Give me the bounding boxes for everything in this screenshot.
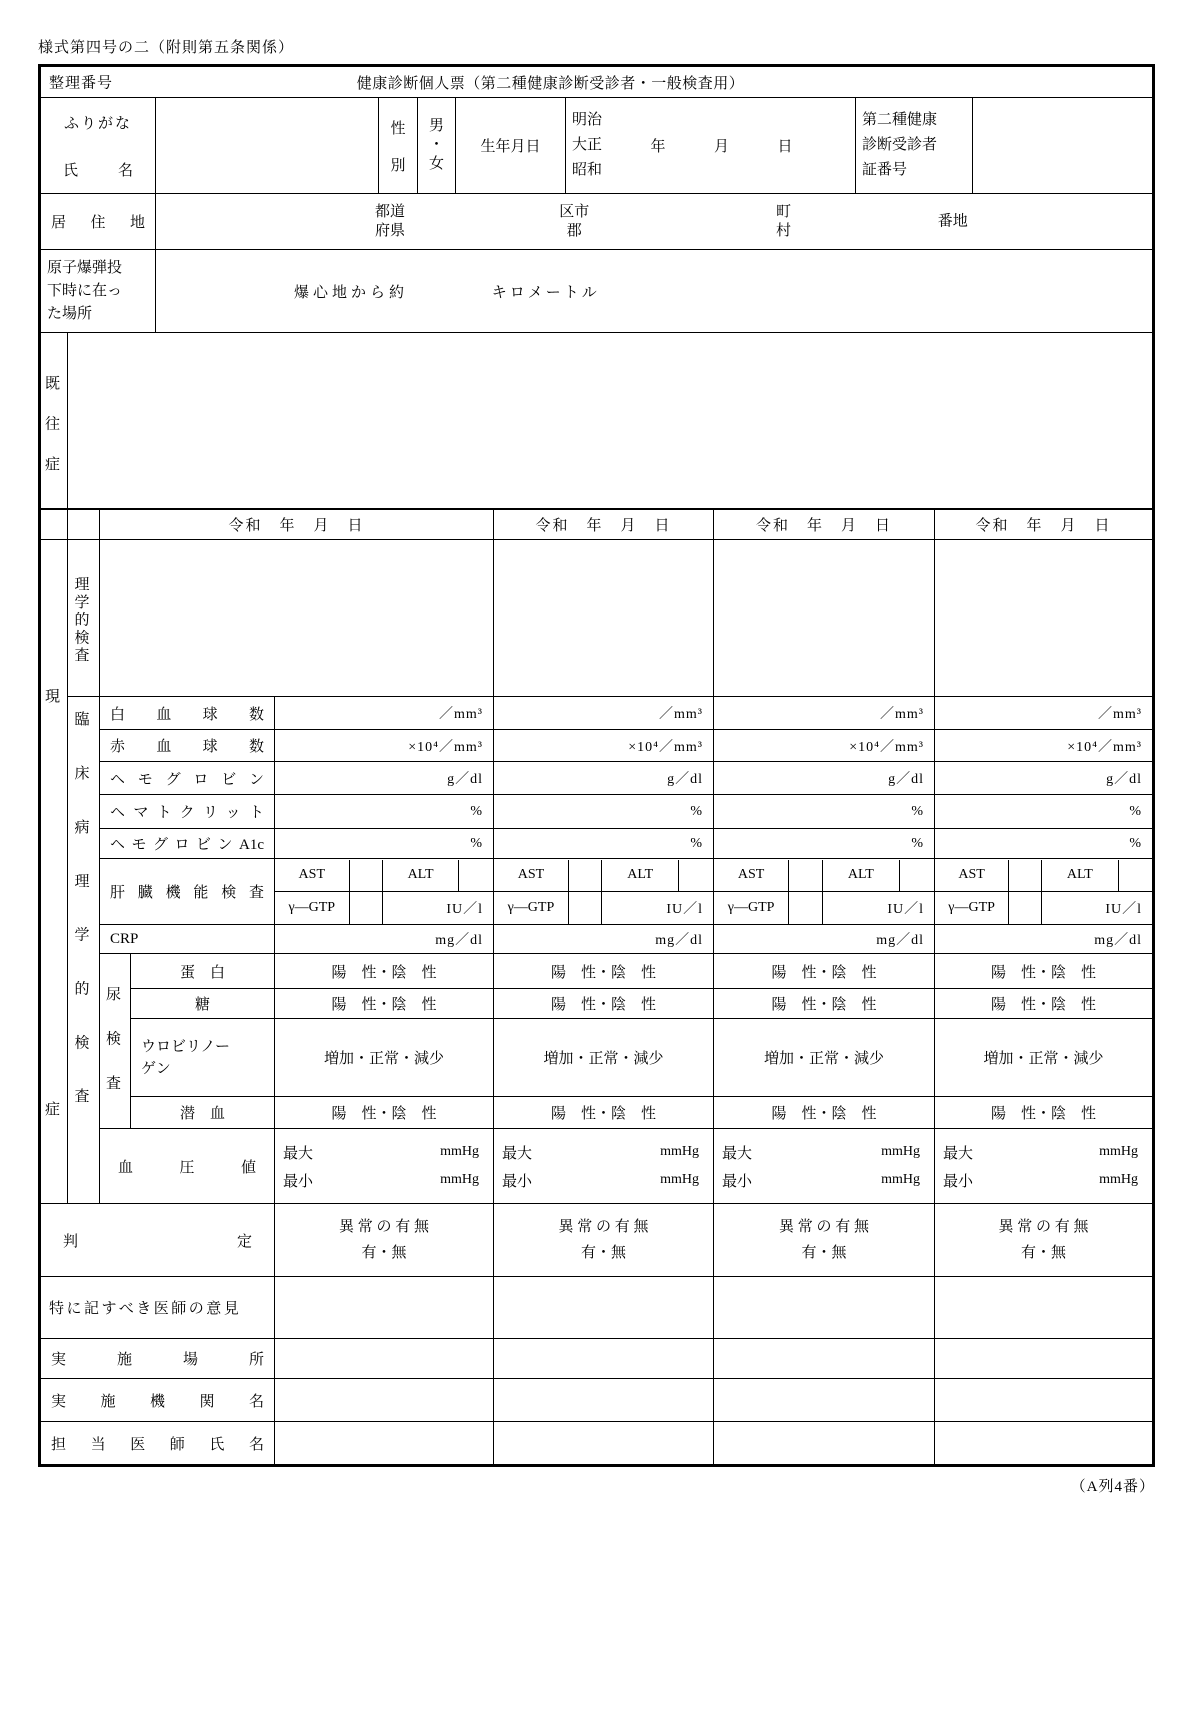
blood-pressure-entry-4: [935, 1129, 1153, 1204]
place-entry-4: [935, 1339, 1153, 1379]
residence-banchi-unit: 番地: [937, 213, 968, 229]
exam-group-header-spacer: [68, 510, 100, 540]
sex-option-dot: ・: [428, 137, 444, 153]
judgment-line1: 異 常 の 有 無: [778, 1219, 869, 1235]
identity-row: [41, 98, 1153, 194]
place-label: 実施場所: [41, 1339, 275, 1379]
kilometer-unit-label: キロメートル: [491, 284, 600, 301]
physical-exam-entry-4: [935, 540, 1153, 697]
occult-blood-value-4: 陽 性・陰 性: [935, 1097, 1153, 1129]
exam-table: [40, 509, 1153, 1465]
alt-value-cell: [1119, 860, 1152, 892]
bomb-location-entry-cell: [156, 250, 1153, 333]
hemoglobin-row: [41, 762, 1153, 795]
doctor-name-entry-3: [714, 1422, 935, 1465]
bp-unit: mmHg: [660, 1144, 699, 1159]
certificate-number-entry-cell: [973, 98, 1153, 194]
rbc-unit-4: ×10⁴／mm³: [935, 730, 1153, 762]
hematocrit-unit-1: %: [275, 795, 494, 829]
crp-unit-3: mg／dl: [714, 925, 935, 954]
hba1c-unit-2: %: [494, 829, 714, 859]
hemoglobin-unit-4: g／dl: [935, 762, 1153, 795]
name-label: 氏名: [63, 162, 133, 179]
urine-sugar-value-2: 陽 性・陰 性: [494, 989, 714, 1019]
ast-value-cell: [1009, 860, 1042, 892]
serial-number-label: 整理番号: [49, 75, 114, 92]
hematocrit-unit-4: %: [935, 795, 1153, 829]
physical-exam-entry-3: [714, 540, 935, 697]
organization-label: 実施機関名: [41, 1379, 275, 1422]
liver-function-entry-1: [275, 859, 494, 925]
rbc-unit-1: ×10⁴／mm³: [275, 730, 494, 762]
ggtp-value-cell: [569, 892, 602, 924]
rbc-unit-2: ×10⁴／mm³: [494, 730, 714, 762]
wbc-unit-3: ／mm³: [714, 697, 935, 730]
liver-function-label: 肝臓機能検査: [100, 859, 275, 925]
wbc-unit-4: ／mm³: [935, 697, 1153, 730]
furigana-label: ふりがな: [63, 115, 132, 132]
physical-exam-row: [41, 540, 1153, 697]
liver-unit: IU／l: [887, 901, 924, 917]
place-entry-2: [494, 1339, 714, 1379]
medical-history-row: [41, 333, 1153, 509]
judgment-value-2: [494, 1204, 714, 1277]
doctor-opinion-entry-3: [714, 1277, 935, 1339]
alt-label: ALT: [383, 860, 460, 892]
judgment-line2: 有・無: [801, 1245, 847, 1261]
judgment-label: 判定: [41, 1204, 275, 1277]
judgment-row: [41, 1204, 1153, 1277]
hypocenter-distance-label: 爆心地から約: [294, 284, 409, 301]
bp-min-label: 最小: [283, 1173, 314, 1190]
bp-unit: mmHg: [1099, 1172, 1138, 1187]
doctor-opinion-label: 特に記すべき医師の意見: [41, 1277, 275, 1339]
ast-label: AST: [494, 860, 569, 892]
exam-date-header-row: [41, 510, 1153, 540]
physical-exam-label-cell: [68, 540, 100, 697]
certificate-number-label-cell: [856, 98, 973, 194]
liver-unit: IU／l: [1105, 901, 1142, 917]
title-cell: [41, 67, 1153, 98]
alt-value-cell: [679, 860, 713, 892]
medical-history-label-cell: [41, 333, 68, 509]
birthdate-entry-cell: [566, 98, 856, 194]
doctor-name-entry-2: [494, 1422, 714, 1465]
place-entry-1: [275, 1339, 494, 1379]
residence-row: [41, 194, 1153, 250]
crp-row: [41, 925, 1153, 954]
bp-max-label: 最大: [283, 1145, 314, 1162]
form-title: 健康診断個人票（第二種健康診断受診者・一般検査用）: [356, 75, 745, 92]
hematocrit-unit-2: %: [494, 795, 714, 829]
hematocrit-row: [41, 795, 1153, 829]
crp-unit-2: mg／dl: [494, 925, 714, 954]
liver-function-row: [41, 859, 1153, 925]
judgment-line2: 有・無: [1020, 1245, 1066, 1261]
organization-entry-3: [714, 1379, 935, 1422]
certificate-label-line1: 第二種健康: [862, 112, 938, 128]
blood-pressure-row: [41, 1129, 1153, 1204]
era-taisho: 大正: [572, 137, 603, 153]
exam-date-header-1: 令和 年 月 日: [100, 510, 494, 540]
bp-unit: mmHg: [440, 1144, 479, 1159]
blood-pressure-entry-3: [714, 1129, 935, 1204]
birth-year-unit: 年: [650, 139, 666, 155]
bp-max-label: 最大: [943, 1145, 974, 1162]
hematocrit-label: ヘマトクリット: [100, 795, 275, 829]
ast-value-cell: [350, 860, 383, 892]
ggtp-value-cell: [789, 892, 822, 924]
present-symptoms-label-cell: [41, 540, 68, 1204]
hematocrit-unit-3: %: [714, 795, 935, 829]
physical-exam-entry-2: [494, 540, 714, 697]
urine-protein-value-3: 陽 性・陰 性: [714, 954, 935, 989]
hba1c-label: ヘモグロビンA1c: [100, 829, 275, 859]
doctor-name-row: [41, 1422, 1153, 1465]
alt-label: ALT: [823, 860, 900, 892]
judgment-value-4: [935, 1204, 1153, 1277]
urobilinogen-value-4: 増加・正常・減少: [935, 1019, 1153, 1097]
wbc-unit-2: ／mm³: [494, 697, 714, 730]
hba1c-unit-3: %: [714, 829, 935, 859]
ggtp-value-cell: [350, 892, 383, 924]
organization-entry-1: [275, 1379, 494, 1422]
urine-protein-label: 蛋 白: [131, 954, 275, 989]
hba1c-unit-1: %: [275, 829, 494, 859]
ast-value-cell: [789, 860, 822, 892]
paper-size-note: （A列4番）: [1070, 1479, 1155, 1495]
birthdate-label-cell: 生年月日: [456, 98, 566, 194]
urine-protein-value-1: 陽 性・陰 性: [275, 954, 494, 989]
present-symptoms-header-spacer: [41, 510, 68, 540]
organization-entry-2: [494, 1379, 714, 1422]
name-entry-cell: [156, 98, 379, 194]
bp-min-label: 最小: [502, 1173, 533, 1190]
sex-label-line1: 性: [390, 120, 406, 137]
blood-pressure-label: 血圧値: [100, 1129, 275, 1204]
crp-label: CRP: [100, 925, 275, 954]
urine-sugar-value-4: 陽 性・陰 性: [935, 989, 1153, 1019]
occult-blood-row: [41, 1097, 1153, 1129]
urine-protein-value-2: 陽 性・陰 性: [494, 954, 714, 989]
hemoglobin-unit-3: g／dl: [714, 762, 935, 795]
urine-sugar-value-1: 陽 性・陰 性: [275, 989, 494, 1019]
bp-unit: mmHg: [1099, 1144, 1138, 1159]
ast-value-cell: [569, 860, 602, 892]
hemoglobin-unit-1: g／dl: [275, 762, 494, 795]
exam-date-header-2: 令和 年 月 日: [494, 510, 714, 540]
ggtp-label: γ―GTP: [275, 892, 350, 924]
place-entry-3: [714, 1339, 935, 1379]
medical-history-entry-cell: [68, 333, 1153, 509]
urobilinogen-value-1: 増加・正常・減少: [275, 1019, 494, 1097]
certificate-label-line2: 診断受診者: [862, 137, 938, 153]
judgment-line2: 有・無: [361, 1245, 407, 1261]
urobilinogen-row: [41, 1019, 1153, 1097]
urobilinogen-label: ウロビリノー ゲン: [131, 1019, 275, 1097]
health-exam-form-sheet: [38, 64, 1155, 1467]
urine-protein-value-4: 陽 性・陰 性: [935, 954, 1153, 989]
organization-entry-4: [935, 1379, 1153, 1422]
bp-min-label: 最小: [722, 1173, 753, 1190]
form-number-note: 様式第四号の二（附則第五条関係）: [38, 40, 295, 56]
wbc-label: 白血球数: [100, 697, 275, 730]
title-row: [41, 67, 1153, 98]
occult-blood-label: 潜 血: [131, 1097, 275, 1129]
organization-row: [41, 1379, 1153, 1422]
residence-entry-cell: [156, 194, 1153, 250]
crp-unit-1: mg／dl: [275, 925, 494, 954]
ggtp-label: γ―GTP: [935, 892, 1009, 924]
urobilinogen-value-2: 増加・正常・減少: [494, 1019, 714, 1097]
ast-label: AST: [275, 860, 350, 892]
occult-blood-value-2: 陽 性・陰 性: [494, 1097, 714, 1129]
hemoglobin-unit-2: g／dl: [494, 762, 714, 795]
residence-prefecture-unit: 都道 府県: [375, 203, 406, 239]
sex-option-female: 女: [428, 156, 444, 172]
bp-min-label: 最小: [943, 1173, 974, 1190]
sex-label-line2: 別: [390, 157, 406, 174]
urobilinogen-value-3: 増加・正常・減少: [714, 1019, 935, 1097]
liver-unit: IU／l: [446, 901, 483, 917]
ast-label: AST: [714, 860, 789, 892]
era-showa: 昭和: [572, 162, 603, 178]
judgment-value-1: [275, 1204, 494, 1277]
urine-test-group-label-cell: [100, 954, 131, 1129]
blood-pressure-entry-2: [494, 1129, 714, 1204]
occult-blood-value-3: 陽 性・陰 性: [714, 1097, 935, 1129]
sex-label-cell: [379, 98, 418, 194]
physical-exam-label: 理学的検査: [72, 576, 89, 662]
judgment-line1: 異 常 の 有 無: [338, 1219, 429, 1235]
bp-unit: mmHg: [660, 1172, 699, 1187]
blood-pressure-entry-1: [275, 1129, 494, 1204]
ast-label: AST: [935, 860, 1009, 892]
bp-unit: mmHg: [881, 1144, 920, 1159]
sex-options-cell: [418, 98, 456, 194]
doctor-name-label: 担当医師氏名: [41, 1422, 275, 1465]
clinical-path-label: 臨床病理学的検査: [72, 711, 89, 1103]
certificate-label-line3: 証番号: [862, 162, 908, 178]
bomb-location-label: 原子爆弾投 下時に在っ た場所: [41, 250, 156, 333]
ggtp-value-cell: [1009, 892, 1042, 924]
hba1c-row: [41, 829, 1153, 859]
urine-protein-row: [41, 954, 1153, 989]
alt-label: ALT: [602, 860, 679, 892]
judgment-line1: 異 常 の 有 無: [558, 1219, 649, 1235]
physical-exam-entry-1: [100, 540, 494, 697]
liver-unit: IU／l: [666, 901, 703, 917]
ggtp-label: γ―GTP: [494, 892, 569, 924]
doctor-opinion-entry-1: [275, 1277, 494, 1339]
wbc-row: [41, 697, 1153, 730]
judgment-line1: 異 常 の 有 無: [998, 1219, 1089, 1235]
medical-history-label: 既往症: [43, 375, 59, 471]
alt-value-cell: [459, 860, 493, 892]
bp-unit: mmHg: [881, 1172, 920, 1187]
rbc-label: 赤血球数: [100, 730, 275, 762]
ggtp-label: γ―GTP: [714, 892, 789, 924]
clinical-path-label-cell: [68, 697, 100, 1204]
urine-sugar-row: [41, 989, 1153, 1019]
doctor-opinion-entry-2: [494, 1277, 714, 1339]
judgment-value-3: [714, 1204, 935, 1277]
birth-day-unit: 日: [777, 139, 793, 155]
alt-label: ALT: [1042, 860, 1118, 892]
hemoglobin-label: ヘモグロビン: [100, 762, 275, 795]
wbc-unit-1: ／mm³: [275, 697, 494, 730]
era-meiji: 明治: [572, 112, 603, 128]
place-row: [41, 1339, 1153, 1379]
hba1c-unit-4: %: [935, 829, 1153, 859]
liver-function-entry-2: [494, 859, 714, 925]
doctor-opinion-entry-4: [935, 1277, 1153, 1339]
era-options: [572, 108, 602, 183]
alt-value-cell: [900, 860, 934, 892]
bomb-location-row: [41, 250, 1153, 333]
residence-city-unit: 区市 郡: [559, 203, 590, 239]
doctor-name-entry-4: [935, 1422, 1153, 1465]
name-label-cell: [41, 98, 156, 194]
bp-max-label: 最大: [502, 1145, 533, 1162]
urine-sugar-value-3: 陽 性・陰 性: [714, 989, 935, 1019]
rbc-row: [41, 730, 1153, 762]
residence-label: 居住地: [41, 194, 156, 250]
doctor-opinion-row: [41, 1277, 1153, 1339]
sex-option-male: 男: [428, 118, 444, 134]
rbc-unit-3: ×10⁴／mm³: [714, 730, 935, 762]
bp-max-label: 最大: [722, 1145, 753, 1162]
judgment-line2: 有・無: [580, 1245, 626, 1261]
present-symptoms-label: 現症: [43, 688, 59, 1116]
exam-date-header-3: 令和 年 月 日: [714, 510, 935, 540]
urine-test-group-label: 尿検査: [104, 986, 120, 1090]
birth-month-unit: 月: [714, 139, 730, 155]
liver-function-entry-3: [714, 859, 935, 925]
crp-unit-4: mg／dl: [935, 925, 1153, 954]
urine-sugar-label: 糖: [131, 989, 275, 1019]
liver-function-entry-4: [935, 859, 1153, 925]
occult-blood-value-1: 陽 性・陰 性: [275, 1097, 494, 1129]
bp-unit: mmHg: [440, 1172, 479, 1187]
exam-date-header-4: 令和 年 月 日: [935, 510, 1153, 540]
residence-town-unit: 町 村: [775, 203, 791, 239]
doctor-name-entry-1: [275, 1422, 494, 1465]
header-table: [40, 66, 1153, 509]
